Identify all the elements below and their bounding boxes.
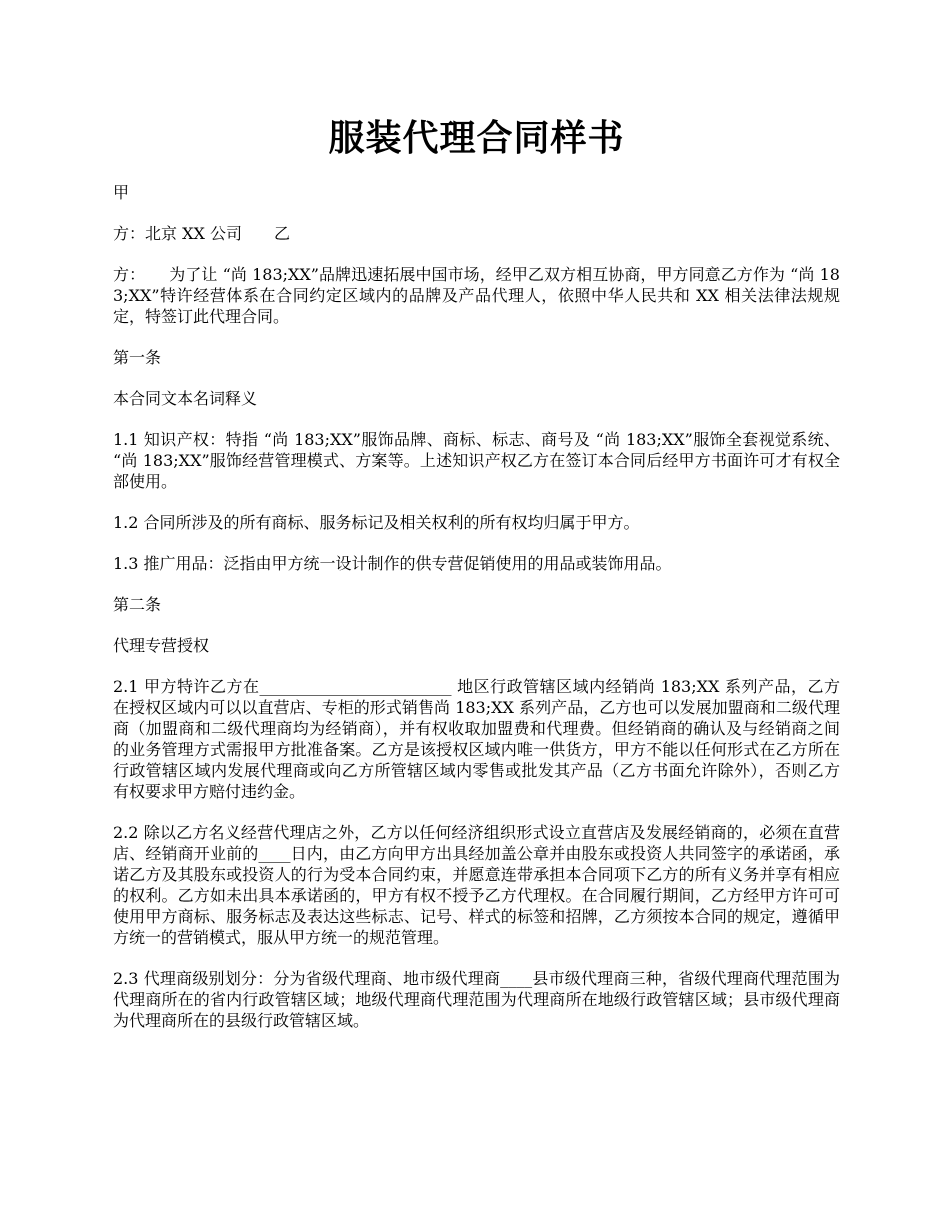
preamble-paragraph: 方： 为了让 “尚 183;XX”品牌迅速拓展中国市场，经甲乙双方相互协商，甲方同意乙方作为 “尚 183;XX”特许经营体系在合同约定区域内的品牌及产品代理人，依照中华人民共和 XX 相关法律法规规定，特签订此代理合同。 [113,265,840,326]
party-a-label: 甲 [113,183,130,202]
party-line: 方：北京 XX 公司 乙 [113,224,290,243]
clause-2-2: 2.2 除以乙方名义经营代理店之外，乙方以任何经济组织形式设立直营店及发展经销商的，必须在直营店、经销商开业前的____日内，由乙方向甲方出具经加盖公章并由股东或投资人共同签字的承诺函，承诺乙方及其股东或投资人的行为受本合同约束，并愿意连带承担本合同项下乙方的所有义务并享有相应的权利。乙方如未出具本承诺函的，甲方有权不授予乙方代理权。在合同履行期间，乙方经甲方许可可使用甲方商标、服务标志及表达这些标志、记号、样式的标签和招牌，乙方须按本合同的规定，遵循甲方统一的营销模式，服从甲方统一的规范管理。 [113,823,840,947]
article-1-heading: 第一条 [113,348,162,367]
clause-1-1: 1.1 知识产权：特指 “尚 183;XX”服饰品牌、商标、标志、商号及 “尚 183;XX”服饰全套视觉系统、 “尚 183;XX”服饰经营管理模式、方案等。上述知识产权乙方在签订本合同后经甲方书面许可才有权全部使用。 [113,430,840,491]
document-title: 服装代理合同样书 [328,117,625,159]
clause-1-2: 1.2 合同所涉及的所有商标、服务标记及相关权利的所有权均归属于甲方。 [113,513,640,532]
clause-2-3: 2.3 代理商级别划分：分为省级代理商、地市级代理商____县市级代理商三种，省级代理商代理范围为代理商所在的省内行政管辖区域；地级代理商代理范围为代理商所在地级行政管辖区域；县市级代理商为代理商所在的县级行政管辖区域。 [113,969,840,1030]
article-2-heading: 第二条 [113,595,162,614]
document-page [113,110,840,1031]
clause-1-3: 1.3 推广用品：泛指由甲方统一设计制作的供专营促销使用的用品或装饰用品。 [113,554,672,573]
article-1-title: 本合同文本名词释义 [113,389,258,408]
article-2-title: 代理专营授权 [113,636,210,655]
clause-2-1: 2.1 甲方特许乙方在________________________ 地区行政管辖区域内经销尚 183;XX 系列产品，乙方在授权区域内可以以直营店、专柜的形式销售尚 183;XX 系列产品，乙方也可以发展加盟商和二级代理商（加盟商和二级代理商均为经销商），并有权收取加盟费和代理费。但经销商的确认及与经销商之间的业务管理方式需报甲方批准备案。乙方是该授权区域内唯一供货方，甲方不能以任何形式在乙方所在行政管辖区域内发展代理商或向乙方所管辖区域内零售或批发其产品（乙方书面允许除外），否则乙方有权要求甲方赔付违约金。 [113,677,840,801]
